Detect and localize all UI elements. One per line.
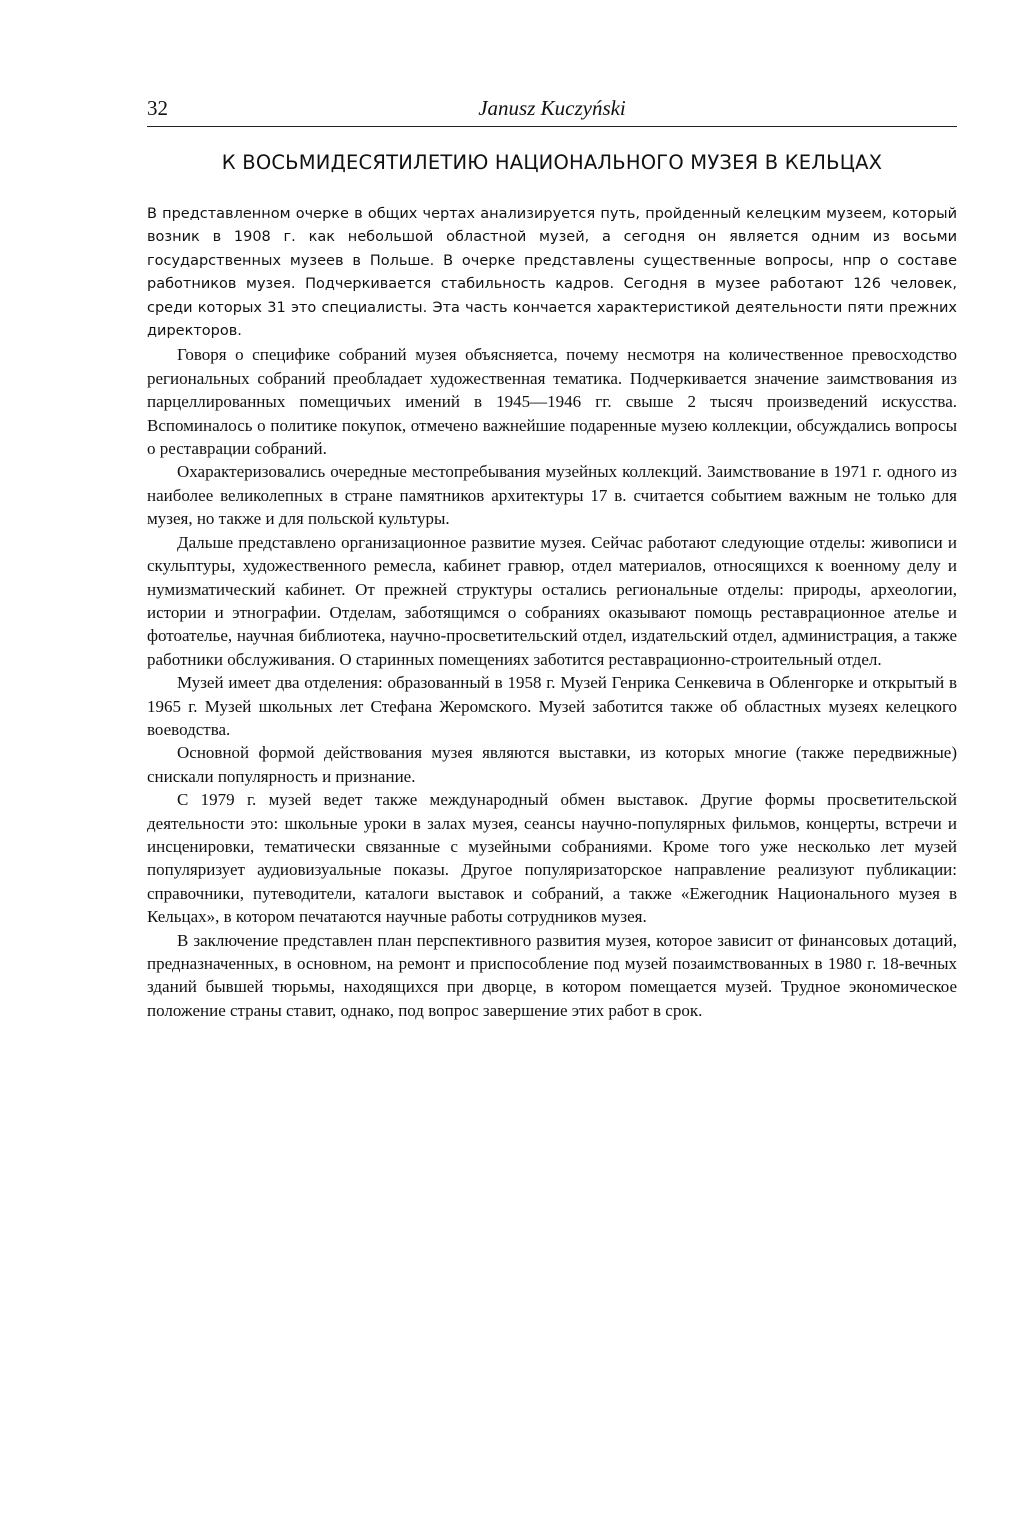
article-body bbox=[147, 343, 957, 1022]
body-paragraph-collections: Говоря о специфике собраний музея объясняетса, почему несмотря на количественное превосходство региональных собраний преобладает художественная тематика. Подчеркивается значение заимствования из парцеллированных помещичьих имений в 1945—1946 гг. свыше 2 тысяч произведений искусства. Вспоминалось о политике покупок, отмечено важнейшие подаренные музею коллекции, обсуждались вопросы о реставрации собраний. bbox=[147, 345, 957, 459]
running-author: Janusz Kuczyński bbox=[478, 96, 626, 120]
page-number: 32 bbox=[147, 96, 168, 120]
abstract-paragraph: В представленном очерке в общих чертах анализируется путь, пройденный келецким музеем, который возник в 1908 г. как небольшой областной музей, а сегодня он является одним из восьми государственных музеев в Польше. В очерке представлены существенные вопросы, нпр о составе работников музея. Подчеркивается стабильность кадров. Сегодня в музее работают 126 человек, среди которых 31 это специалисты. Эта часть кончается характеристикой деятельности пяти прежних директоров. bbox=[147, 206, 957, 340]
article-title: К ВОСЬМИДЕСЯТИЛЕТИЮ НАЦИОНАЛЬНОГО МУЗЕЯ В КЕЛЬЦАХ bbox=[221, 151, 883, 174]
body-paragraph-conclusion: В заключение представлен план перспективного развития музея, которое зависит от финансовых дотаций, предназначенных, в основном, на ремонт и приспособление под музей позаимствованных в 1980 г. 18-вечных зданий бывшей тюрьмы, находящихся при дворце, в котором помещается музей. Трудное экономическое положение страны ставит, однако, под вопрос завершение этих работ в срок. bbox=[147, 930, 957, 1020]
document-page bbox=[147, 94, 957, 1022]
body-paragraph-exhibitions: Основной формой действования музея являются выставки, из которых многие (также передвижные) снискали популярность и признание. bbox=[147, 743, 957, 786]
body-paragraph-branches: Музей имеет два отделения: образованный в 1958 г. Музей Генрика Сенкевича в Обленгорке и открытый в 1965 г. Музей школьных лет Стефана Жеромского. Музей заботится также об областных музеях келецкого воеводства. bbox=[147, 673, 957, 739]
body-paragraph-locations: Охарактеризовались очередные местопребывания музейных коллекций. Заимствование в 1971 г. одного из наиболее великолепных в стране памятников архитектуры 17 в. считается событием важным не только для музея, но также и для польской культуры. bbox=[147, 462, 957, 529]
running-header bbox=[147, 94, 957, 127]
body-paragraph-organization: Дальше представлено организационное развитие музея. Сейчас работают следующие отделы: живописи и скульптуры, художественного ремесла, кабинет гравюр, отдел материалов, относящихся к военному делу и нумизматический кабинет. От прежней структуры остались региональные отделы: природы, археологии, истории и этнографии. Отделам, заботящимся о собраниях оказывают помощь реставрационное ателье и фотоателье, научная библиотека, научно-просветительский отдел, издательский отдел, администрация, а также работники обслуживания. О старинных помещениях заботится реставрационно-строительный отдел. bbox=[147, 532, 957, 669]
body-paragraph-education: С 1979 г. музей ведет также международный обмен выставок. Другие формы просветительской деятельности это: школьные уроки в залах музея, сеансы научно-популярных фильмов, концерты, встречи и инсценировки, тематически связанные с музейными собраниями. Кроме того уже несколько лет музей популяризует аудиовизуальные показы. Другое популяризаторское направление реализуют публикации: справочники, путеводители, каталоги выставок и собраний, а также «Ежегодник Национального музея в Кельцах», в котором печатаются научные работы сотрудников музея. bbox=[147, 790, 957, 927]
